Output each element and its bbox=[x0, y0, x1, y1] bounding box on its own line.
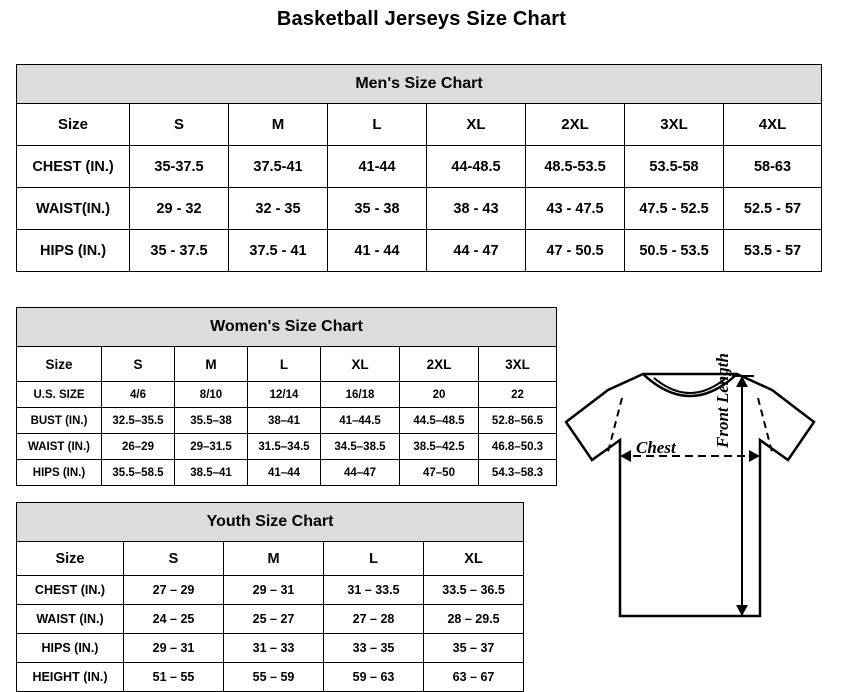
table-cell: 8/10 bbox=[175, 382, 248, 408]
mens-size-chart bbox=[16, 64, 821, 272]
table-cell: 16/18 bbox=[321, 382, 400, 408]
table-cell: 35.5–58.5 bbox=[102, 460, 175, 486]
table-cell: 38–41 bbox=[248, 408, 321, 434]
row-label: U.S. SIZE bbox=[17, 382, 102, 408]
table-cell: 12/14 bbox=[248, 382, 321, 408]
table-cell: 54.3–58.3 bbox=[479, 460, 557, 486]
table-cell: 44-48.5 bbox=[427, 146, 526, 188]
jersey-outline bbox=[566, 374, 814, 616]
row-label: CHEST (IN.) bbox=[17, 146, 130, 188]
table-caption-row bbox=[17, 65, 822, 104]
table-cell: 37.5-41 bbox=[229, 146, 328, 188]
table-cell: 27 – 29 bbox=[124, 576, 224, 605]
row-label: WAIST (IN.) bbox=[17, 434, 102, 460]
jersey-illustration bbox=[548, 356, 838, 676]
table-cell: 44.5–48.5 bbox=[400, 408, 479, 434]
table-cell: 35 - 37.5 bbox=[130, 230, 229, 272]
column-header: Size bbox=[17, 542, 124, 576]
table-cell: 28 – 29.5 bbox=[424, 605, 524, 634]
table-cell: 41–44.5 bbox=[321, 408, 400, 434]
table-cell: 48.5-53.5 bbox=[526, 146, 625, 188]
page-title: Basketball Jerseys Size Chart bbox=[276, 8, 567, 30]
table-cell: 32.5–35.5 bbox=[102, 408, 175, 434]
table-row bbox=[17, 382, 557, 408]
table-cell: 38.5–41 bbox=[175, 460, 248, 486]
row-label: CHEST (IN.) bbox=[17, 576, 124, 605]
table-cell: 44 - 47 bbox=[427, 230, 526, 272]
table-cell: 43 - 47.5 bbox=[526, 188, 625, 230]
table-cell: 33 – 35 bbox=[324, 634, 424, 663]
table-cell: 55 – 59 bbox=[224, 663, 324, 692]
womens-caption: Women's Size Chart bbox=[17, 308, 557, 347]
row-label: WAIST(IN.) bbox=[17, 188, 130, 230]
column-header: 3XL bbox=[625, 104, 724, 146]
table-cell: 53.5 - 57 bbox=[724, 230, 822, 272]
table-row bbox=[17, 408, 557, 434]
table-row bbox=[17, 230, 822, 272]
table-caption-row bbox=[17, 503, 524, 542]
chest-label: Chest bbox=[636, 438, 676, 457]
column-header: 3XL bbox=[479, 347, 557, 382]
table-cell: 37.5 - 41 bbox=[229, 230, 328, 272]
table-row bbox=[17, 188, 822, 230]
mens-caption: Men's Size Chart bbox=[17, 65, 822, 104]
column-header: L bbox=[324, 542, 424, 576]
table-row bbox=[17, 434, 557, 460]
table-caption-row bbox=[17, 308, 557, 347]
table-cell: 52.8–56.5 bbox=[479, 408, 557, 434]
table-row bbox=[17, 146, 822, 188]
column-header: S bbox=[124, 542, 224, 576]
youth-size-table bbox=[16, 502, 524, 692]
table-cell: 38 - 43 bbox=[427, 188, 526, 230]
table-cell: 24 – 25 bbox=[124, 605, 224, 634]
column-header: XL bbox=[427, 104, 526, 146]
table-cell: 29 – 31 bbox=[224, 576, 324, 605]
table-row bbox=[17, 576, 524, 605]
youth-caption: Youth Size Chart bbox=[17, 503, 524, 542]
table-cell: 29 – 31 bbox=[124, 634, 224, 663]
column-header: 2XL bbox=[526, 104, 625, 146]
table-cell: 20 bbox=[400, 382, 479, 408]
table-cell: 52.5 - 57 bbox=[724, 188, 822, 230]
table-cell: 35 - 38 bbox=[328, 188, 427, 230]
column-header: XL bbox=[321, 347, 400, 382]
womens-size-table bbox=[16, 307, 557, 486]
table-cell: 31.5–34.5 bbox=[248, 434, 321, 460]
column-header: Size bbox=[17, 347, 102, 382]
row-label: BUST (IN.) bbox=[17, 408, 102, 434]
table-cell: 31 – 33 bbox=[224, 634, 324, 663]
front-length-label: Front Length bbox=[713, 353, 732, 448]
table-cell: 41 - 44 bbox=[328, 230, 427, 272]
table-cell: 32 - 35 bbox=[229, 188, 328, 230]
column-header: L bbox=[328, 104, 427, 146]
row-label: HIPS (IN.) bbox=[17, 634, 124, 663]
table-cell: 29 - 32 bbox=[130, 188, 229, 230]
table-row bbox=[17, 605, 524, 634]
column-header: S bbox=[102, 347, 175, 382]
table-cell: 51 – 55 bbox=[124, 663, 224, 692]
table-header-row bbox=[17, 104, 822, 146]
table-cell: 41-44 bbox=[328, 146, 427, 188]
table-cell: 22 bbox=[479, 382, 557, 408]
table-cell: 33.5 – 36.5 bbox=[424, 576, 524, 605]
table-cell: 58-63 bbox=[724, 146, 822, 188]
table-cell: 35-37.5 bbox=[130, 146, 229, 188]
table-cell: 35.5–38 bbox=[175, 408, 248, 434]
table-cell: 27 – 28 bbox=[324, 605, 424, 634]
table-cell: 4/6 bbox=[102, 382, 175, 408]
table-cell: 31 – 33.5 bbox=[324, 576, 424, 605]
table-cell: 34.5–38.5 bbox=[321, 434, 400, 460]
table-cell: 47.5 - 52.5 bbox=[625, 188, 724, 230]
table-cell: 26–29 bbox=[102, 434, 175, 460]
mens-size-table bbox=[16, 64, 822, 272]
table-cell: 25 – 27 bbox=[224, 605, 324, 634]
table-cell: 35 – 37 bbox=[424, 634, 524, 663]
column-header: 2XL bbox=[400, 347, 479, 382]
table-cell: 38.5–42.5 bbox=[400, 434, 479, 460]
table-row bbox=[17, 663, 524, 692]
table-row bbox=[17, 460, 557, 486]
row-label: HIPS (IN.) bbox=[17, 230, 130, 272]
column-header: M bbox=[175, 347, 248, 382]
womens-size-chart bbox=[16, 307, 556, 486]
table-cell: 63 – 67 bbox=[424, 663, 524, 692]
column-header: S bbox=[130, 104, 229, 146]
column-header: 4XL bbox=[724, 104, 822, 146]
column-header: M bbox=[229, 104, 328, 146]
row-label: WAIST (IN.) bbox=[17, 605, 124, 634]
table-cell: 29–31.5 bbox=[175, 434, 248, 460]
column-header: Size bbox=[17, 104, 130, 146]
table-row bbox=[17, 634, 524, 663]
table-header-row bbox=[17, 542, 524, 576]
row-label: HIPS (IN.) bbox=[17, 460, 102, 486]
table-cell: 41–44 bbox=[248, 460, 321, 486]
column-header: L bbox=[248, 347, 321, 382]
table-cell: 50.5 - 53.5 bbox=[625, 230, 724, 272]
table-cell: 47 - 50.5 bbox=[526, 230, 625, 272]
table-cell: 53.5-58 bbox=[625, 146, 724, 188]
column-header: XL bbox=[424, 542, 524, 576]
jersey-measurement-diagram bbox=[548, 356, 838, 676]
table-cell: 46.8–50.3 bbox=[479, 434, 557, 460]
youth-size-chart bbox=[16, 502, 523, 692]
table-cell: 59 – 63 bbox=[324, 663, 424, 692]
row-label: HEIGHT (IN.) bbox=[17, 663, 124, 692]
table-cell: 47–50 bbox=[400, 460, 479, 486]
table-cell: 44–47 bbox=[321, 460, 400, 486]
table-header-row bbox=[17, 347, 557, 382]
column-header: M bbox=[224, 542, 324, 576]
